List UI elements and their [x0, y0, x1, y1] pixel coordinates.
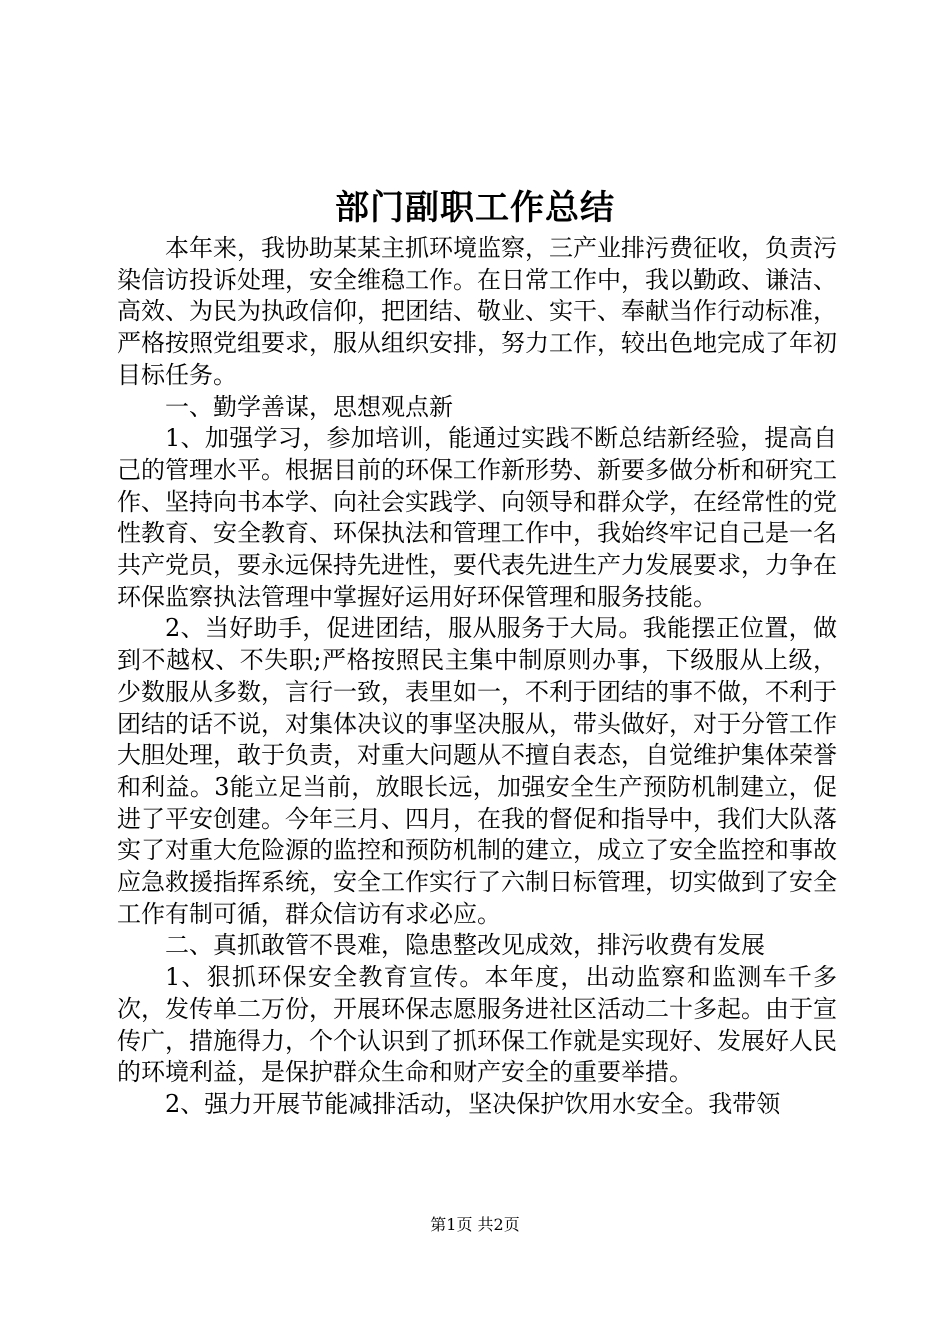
section-1-item-1: 1、加强学习，参加培训，能通过实践不断总结新经验，提高自己的管理水平。根据目前的环保工作新形势、新要多做分析和研究工作、坚持向书本学、向社会实践学、向领导和群众学，在经常性的党性教育、安全教育、环保执法和管理工作中，我始终牢记自己是一名共产党员，要永远保持先进性，要代表先进生产力发展要求，力争在环保监察执法管理中掌握好运用好环保管理和服务技能。	[117, 424, 837, 611]
section-heading-1: 一、勤学善谋，思想观点新	[165, 392, 453, 421]
document-body	[117, 233, 837, 1121]
section-heading-2: 二、真抓敢管不畏难，隐患整改见成效，排污收费有发展	[165, 931, 765, 960]
page-footer: 第1页 共2页	[430, 1215, 520, 1234]
intro-paragraph: 本年来，我协助某某主抓环境监察，三产业排污费征收，负责污染信访投诉处理，安全维稳工作。在日常工作中，我以勤政、谦洁、高效、为民为执政信仰，把团结、敬业、实干、奉献当作行动标准，严格按照党组要求，服从组织安排，努力工作，较出色地完成了年初目标任务。	[117, 234, 837, 389]
section-2-item-1: 1、狠抓环保安全教育宣传。本年度，出动监察和监测车千多次，发传单二万份，开展环保志愿服务进社区活动二十多起。由于宣传广，措施得力，个个认识到了抓环保工作就是实现好、发展好人民的环境利益，是保护群众生命和财产安全的重要举措。	[117, 963, 837, 1087]
section-2-item-2: 2、强力开展节能减排活动，坚决保护饮用水安全。我带领	[165, 1089, 781, 1118]
document-title: 部门副职工作总结	[335, 188, 615, 228]
section-1-item-2: 2、当好助手，促进团结，服从服务于大局。我能摆正位置，做到不越权、不失职;严格按照民主集中制原则办事，下级服从上级，少数服从多数，言行一致，表里如一，不利于团结的事不做，不利于团结的话不说，对集体决议的事坚决服从，带头做好，对于分管工作大胆处理，敢于负责，对重大问题从不擅自表态，自觉维护集体荣誉和利益。3能立足当前，放眼长远，加强安全生产预防机制建立，促进了平安创建。今年三月、四月，在我的督促和指导中，我们大队落实了对重大危险源的监控和预防机制的建立，成立了安全监控和事故应急救援指挥系统，安全工作实行了六制日标管理，切实做到了安全工作有制可循，群众信访有求必应。	[117, 614, 837, 928]
